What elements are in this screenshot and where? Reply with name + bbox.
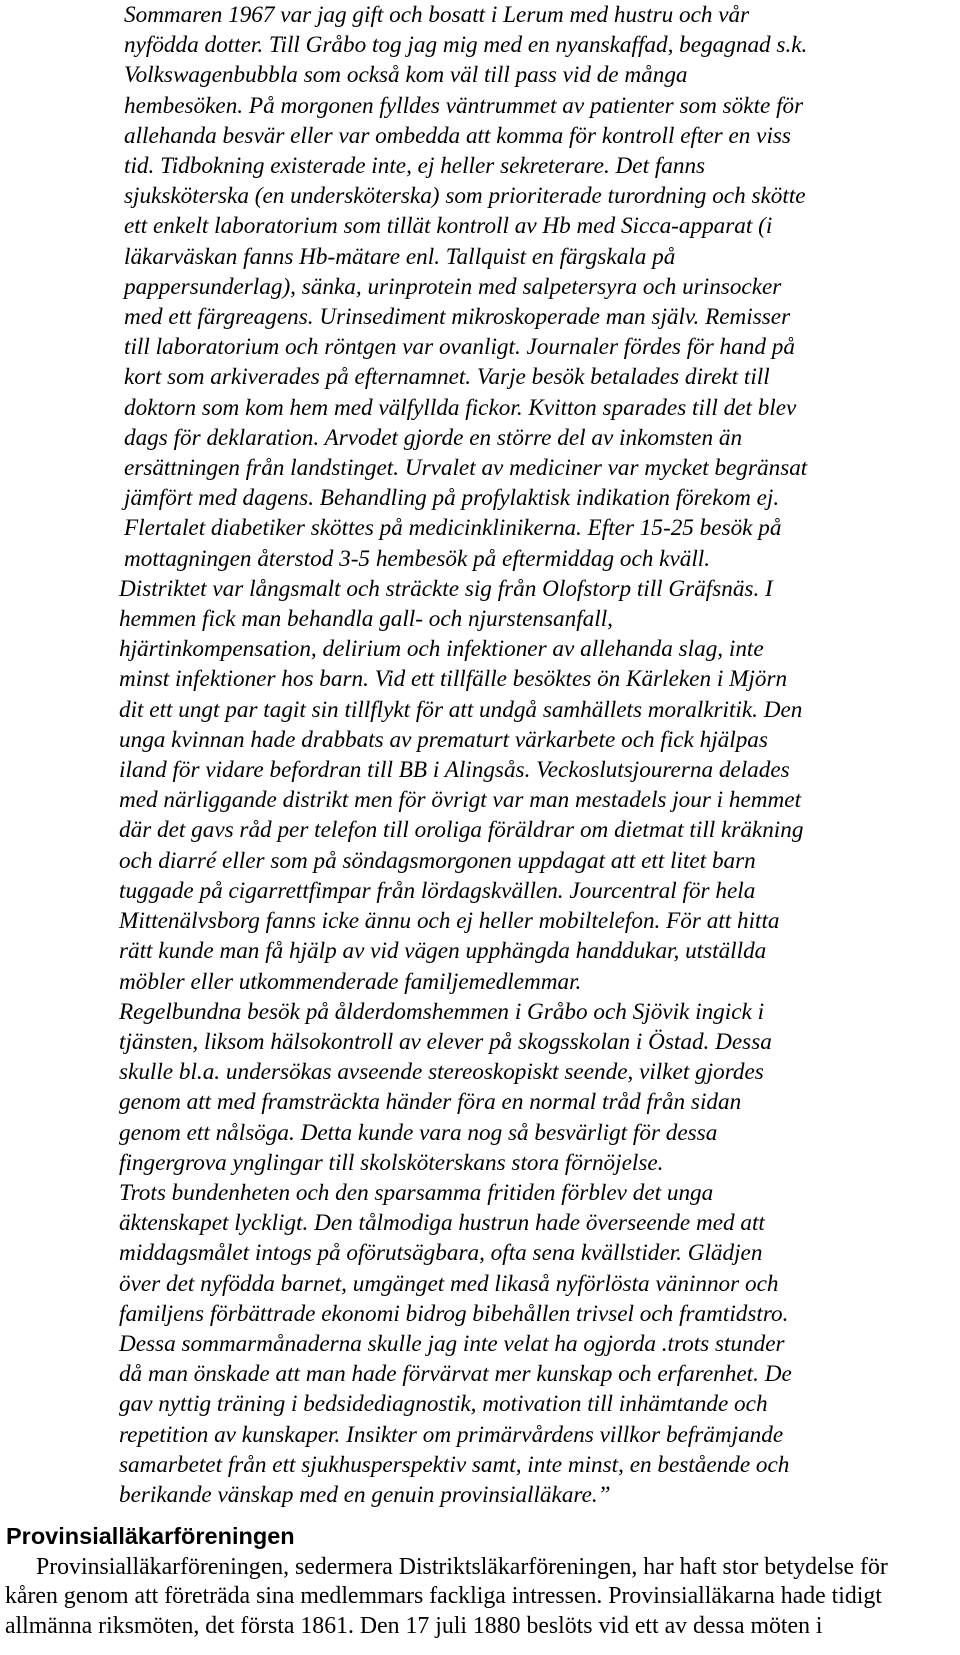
text-line: hembesöken. På morgonen fylldes väntrummet av patienter som sökte för [124, 92, 804, 119]
quote-paragraph [97, 1178, 947, 1329]
text-line: skulle bl.a. undersökas avseende stereoskopiskt seende, vilket gjordes [119, 1059, 764, 1086]
text-line: Trots bundenheten och den sparsamma fritiden förblev det unga [119, 1179, 714, 1206]
text-line: gav nyttig träning i bedsidediagnostik, motivation till inhämtande och [119, 1391, 768, 1418]
text-line: allmänna riksmöten, det första 1861. Den 17 juli 1880 beslöts vid ett av dessa möten i [5, 1612, 823, 1639]
text-line: fingergrova ynglingar till skolsköterskans stora förnöjelse. [119, 1149, 664, 1176]
text-line: tuggade på cigarrettfimpar från lördagskvällen. Jourcentral för hela [119, 877, 756, 904]
text-line: äktenskapet lyckligt. Den tålmodiga hustrun hade överseende med att [119, 1210, 765, 1237]
quote-paragraph [97, 574, 947, 997]
quote-paragraph [97, 997, 947, 1178]
text-line: familjens förbättrade ekonomi bidrog bibehållen trivsel och framtidstro. [119, 1300, 789, 1327]
text-line: genom ett nålsöga. Detta kunde vara nog så besvärligt för dessa [119, 1119, 718, 1146]
text-line: iland för vidare befordran till BB i Alingsås. Veckoslutsjourerna delades [119, 757, 790, 784]
text-line: där det gavs råd per telefon till oroliga föräldrar om dietmat till kräkning [119, 817, 804, 844]
text-line: med ett färgreagens. Urinsediment mikroskoperade man själv. Remisser [124, 304, 791, 331]
quote-paragraph [97, 0, 947, 574]
text-line: Sommaren 1967 var jag gift och bosatt i Lerum med hustru och vår [124, 2, 750, 28]
text-line: ersättningen från landstinget. Urvalet av mediciner var mycket begränsat [124, 455, 808, 482]
text-line: hjärtinkompensation, delirium och infektioner av allehanda slag, inte [119, 636, 764, 663]
text-line: hemmen fick man behandla gall- och njurstensanfall, [119, 606, 613, 633]
text-line: kort som arkiverades på efternamnet. Varje besök betalades direkt till [124, 364, 770, 391]
text-line: unga kvinnan hade drabbats av prematurt värkarbete och fick hjälpas [119, 726, 768, 753]
text-line: dags för deklaration. Arvodet gjorde en större del av inkomsten än [124, 424, 743, 451]
quote-paragraph [97, 1329, 947, 1510]
text-line: doktorn som kom hem med välfyllda fickor. Kvitton sparades till det blev [124, 394, 797, 421]
text-line: pappersunderlag), sänka, urinprotein med salpetersyra och urinsocker [124, 273, 782, 300]
text-line: rätt kunde man få hjälp av vid vägen upphängda handdukar, utställda [119, 938, 767, 965]
text-line: dit ett ungt par tagit sin tillflykt för att undgå samhällets moralkritik. Den [119, 696, 803, 723]
text-line: Flertalet diabetiker sköttes på medicinklinikerna. Efter 15-25 besök på [124, 515, 782, 542]
memoir-quote [97, 0, 947, 1510]
text-line: Mittenälvsborg fanns icke ännu och ej heller mobiltelefon. För att hitta [119, 908, 780, 935]
text-line: mottagningen återstod 3-5 hembesök på eftermiddag och kväll. [124, 545, 711, 572]
text-line: nyfödda dotter. Till Gråbo tog jag mig med en nyanskaffad, begagnad s.k. [124, 32, 808, 59]
text-line: genom att med framsträckta händer föra en normal tråd från sidan [119, 1089, 742, 1116]
text-line: middagsmålet intogs på oförutsägbara, ofta sena kvällstider. Glädjen [119, 1240, 763, 1267]
text-line: Provinsialläkarföreningen, sedermera Distriktsläkarföreningen, har haft stor betydelse för [36, 1554, 888, 1580]
text-line: till laboratorium och röntgen var ovanligt. Journaler fördes för hand på [124, 334, 795, 361]
text-line: Dessa sommarmånaderna skulle jag inte velat ha ogjorda .trots stunder [119, 1330, 785, 1357]
text-line: med närliggande distrikt men för övrigt var man mestadels jour i hemmet [119, 787, 802, 814]
text-line: läkarväskan fanns Hb-mätare enl. Tallquist en färgskala på [124, 243, 676, 270]
text-line: över det nyfödda barnet, umgänget med likaså nyförlösta väninnor och [119, 1270, 779, 1297]
text-line: samarbetet från ett sjukhusperspektiv samt, inte minst, en bestående och [119, 1451, 790, 1478]
section-heading: Provinsialläkarföreningen [6, 1523, 295, 1549]
text-line: Distriktet var långsmalt och sträckte sig från Olofstorp till Gräfsnäs. I [119, 575, 773, 602]
text-line: berikande vänskap med en genuin provinsialläkare.” [119, 1481, 611, 1508]
text-line: Volkswagenbubbla som också kom väl till pass vid de många [124, 62, 688, 89]
text-line: tjänsten, liksom hälsokontroll av elever på skogsskolan i Östad. Dessa [119, 1028, 772, 1055]
text-line: jämfört med dagens. Behandling på profylaktisk indikation förekom ej. [124, 485, 780, 512]
text-line: då man önskade att man hade förvärvat mer kunskap och erfarenhet. De [119, 1361, 792, 1388]
text-line: och diarré eller som på söndagsmorgonen uppdagat att ett litet barn [119, 847, 756, 874]
text-line: ett enkelt laboratorium som tillät kontroll av Hb med Sicca-apparat (i [124, 213, 773, 240]
text-line: möbler eller utkommenderade familjemedlemmar. [119, 968, 582, 995]
text-line: sjuksköterska (en undersköterska) som prioriterade turordning och skötte [124, 183, 806, 210]
text-line: kåren genom att företräda sina medlemmars fackliga intressen. Provinsialläkarna hade tidigt [5, 1583, 882, 1610]
section-body [5, 1553, 950, 1641]
text-line: tid. Tidbokning existerade inte, ej heller sekreterare. Det fanns [124, 153, 706, 180]
text-line: Regelbundna besök på ålderdomshemmen i Gråbo och Sjövik ingick i [119, 998, 765, 1025]
text-line: minst infektioner hos barn. Vid ett tillfälle besöktes ön Kärleken i Mjörn [119, 666, 788, 693]
text-line: repetition av kunskaper. Insikter om primärvårdens villkor befrämjande [119, 1421, 784, 1448]
text-line: allehanda besvär eller var ombedda att komma för kontroll efter en viss [124, 122, 791, 149]
